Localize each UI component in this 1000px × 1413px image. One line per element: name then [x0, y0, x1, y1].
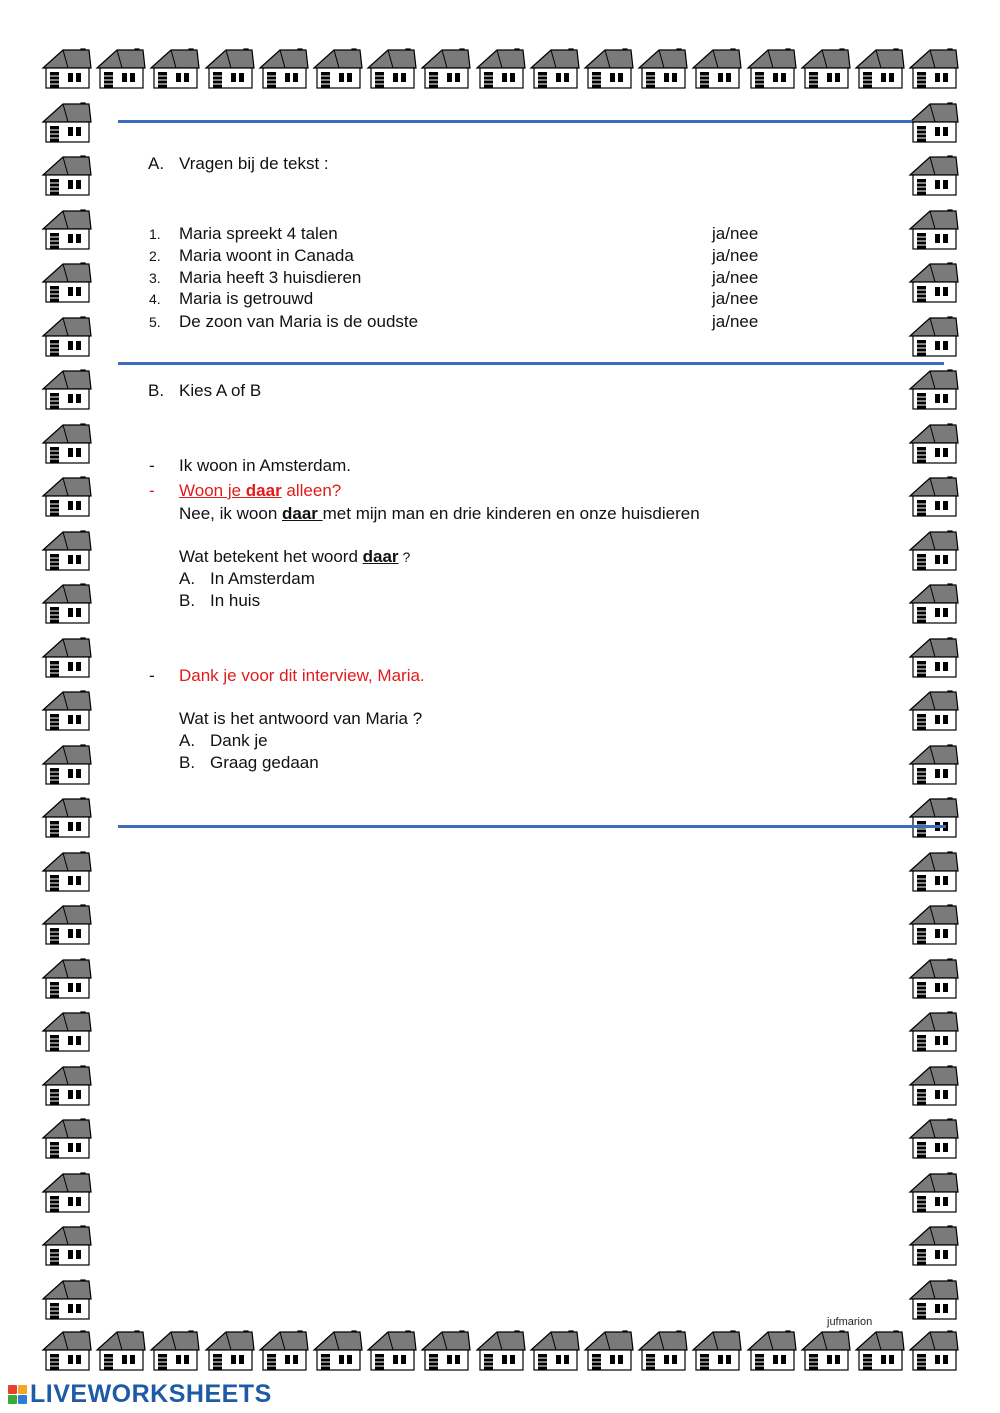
keyword-daar: daar [245, 481, 282, 500]
house-icon [310, 1328, 364, 1372]
dialog-question-after: alleen? [281, 481, 342, 500]
answer-choice[interactable]: ja/nee [712, 268, 759, 287]
house-icon [39, 1009, 93, 1053]
house-icon [744, 1328, 798, 1372]
option-text[interactable]: Graag gedaan [210, 753, 319, 772]
house-icon [39, 742, 93, 786]
house-icon [689, 1328, 743, 1372]
house-icon [39, 367, 93, 411]
house-icon [147, 46, 201, 90]
author-credit: jufmarion [827, 1316, 873, 1328]
house-icon [581, 1328, 635, 1372]
house-icon [256, 1328, 310, 1372]
section-b-heading: Kies A of B [179, 381, 262, 400]
house-icon [906, 367, 960, 411]
house-icon [906, 581, 960, 625]
house-icon [635, 1328, 689, 1372]
house-icon [906, 1277, 960, 1321]
dialog-answer-before: Nee, ik woon [179, 504, 282, 523]
house-icon [852, 1328, 906, 1372]
question-number: 3. [149, 270, 161, 286]
house-icon [364, 46, 418, 90]
house-icon [39, 581, 93, 625]
house-icon [39, 1170, 93, 1214]
house-icon [906, 1328, 960, 1372]
house-icon [527, 1328, 581, 1372]
house-icon [39, 1063, 93, 1107]
house-icon [906, 688, 960, 732]
house-icon [39, 314, 93, 358]
house-icon [39, 795, 93, 839]
house-icon [906, 100, 960, 144]
answer-choice[interactable]: ja/nee [712, 289, 759, 308]
question-number: 1. [149, 226, 161, 242]
question-text: Maria spreekt 4 talen [179, 224, 338, 243]
house-icon [906, 314, 960, 358]
house-icon [906, 956, 960, 1000]
house-icon [906, 1009, 960, 1053]
house-icon [906, 474, 960, 518]
house-icon [906, 421, 960, 465]
keyword-daar: daar [282, 504, 323, 523]
answer-choice[interactable]: ja/nee [712, 246, 759, 265]
meaning-question [179, 547, 410, 567]
house-icon [39, 528, 93, 572]
house-icon [93, 46, 147, 90]
house-icon [906, 1116, 960, 1160]
house-icon [202, 46, 256, 90]
house-icon [39, 1116, 93, 1160]
house-icon [906, 207, 960, 251]
meaning-question-before: Wat betekent het woord [179, 547, 363, 566]
dialog-question-before: Woon je [179, 481, 246, 500]
house-icon [39, 1223, 93, 1267]
option-letter: A. [179, 731, 196, 750]
option-text[interactable]: Dank je [210, 731, 268, 750]
house-icon [39, 956, 93, 1000]
keyword-daar: daar [362, 547, 399, 566]
section-a-letter: A. [148, 154, 165, 173]
house-icon [202, 1328, 256, 1372]
house-icon [906, 1223, 960, 1267]
option-text[interactable]: In Amsterdam [210, 569, 315, 588]
house-icon [39, 474, 93, 518]
house-icon [906, 1063, 960, 1107]
answer-question: Wat is het antwoord van Maria ? [179, 709, 423, 728]
divider-bottom [118, 825, 946, 828]
house-icon [906, 742, 960, 786]
dialog-dash: - [149, 456, 155, 475]
house-icon [39, 421, 93, 465]
divider-middle [118, 362, 944, 365]
logo-text: LIVEWORKSHEETS [30, 1380, 272, 1408]
section-b-letter: B. [148, 381, 165, 400]
house-icon [39, 46, 93, 90]
house-icon [906, 902, 960, 946]
house-icon [473, 1328, 527, 1372]
house-icon [689, 46, 743, 90]
house-icon [39, 635, 93, 679]
divider-top [118, 120, 912, 123]
dialog-line-1: Ik woon in Amsterdam. [179, 456, 351, 475]
answer-choice[interactable]: ja/nee [712, 312, 759, 331]
liveworksheets-logo-icon [8, 1385, 27, 1404]
question-text: Maria woont in Canada [179, 246, 354, 265]
house-icon [39, 100, 93, 144]
house-icon [906, 46, 960, 90]
option-letter: B. [179, 591, 196, 610]
house-icon [906, 635, 960, 679]
meaning-question-after: ? [398, 549, 411, 565]
house-icon [906, 153, 960, 197]
question-number: 2. [149, 248, 161, 264]
house-icon [39, 207, 93, 251]
house-icon [93, 1328, 147, 1372]
house-icon [364, 1328, 418, 1372]
house-icon [852, 46, 906, 90]
house-icon [798, 46, 852, 90]
house-icon [39, 153, 93, 197]
dialog-answer-after: met mijn man en drie kinderen en onze huisdieren [322, 504, 700, 523]
house-icon [906, 1170, 960, 1214]
question-text: De zoon van Maria is de oudste [179, 312, 419, 331]
house-icon [256, 46, 310, 90]
house-icon [147, 1328, 201, 1372]
section-a-heading: Vragen bij de tekst : [179, 154, 329, 173]
house-icon [39, 1277, 93, 1321]
house-icon [473, 46, 527, 90]
house-icon [906, 260, 960, 304]
house-icon [310, 46, 364, 90]
house-icon [798, 1328, 852, 1372]
question-text: Maria heeft 3 huisdieren [179, 268, 362, 287]
house-icon [906, 849, 960, 893]
house-icon [39, 260, 93, 304]
house-icon [635, 46, 689, 90]
footer-logo[interactable] [8, 1380, 272, 1409]
house-icon [418, 1328, 472, 1372]
house-icon [527, 46, 581, 90]
question-number: 4. [149, 291, 161, 307]
question-text: Maria is getrouwd [179, 289, 314, 308]
option-text[interactable]: In huis [210, 591, 261, 610]
house-icon [39, 1328, 93, 1372]
dialog-dash-red: - [149, 481, 155, 500]
house-icon [906, 528, 960, 572]
dialog-thanks-red: Dank je voor dit interview, Maria. [179, 666, 425, 685]
option-letter: B. [179, 753, 196, 772]
question-number: 5. [149, 314, 161, 330]
house-icon [418, 46, 472, 90]
dialog-question-red [179, 481, 341, 501]
dialog-dash: - [149, 666, 155, 685]
house-icon [581, 46, 635, 90]
house-icon [39, 688, 93, 732]
house-icon [39, 849, 93, 893]
house-icon [39, 902, 93, 946]
house-icon [906, 795, 960, 839]
house-icon [744, 46, 798, 90]
answer-choice[interactable]: ja/nee [712, 224, 759, 243]
dialog-answer [179, 504, 700, 524]
option-letter: A. [179, 569, 196, 588]
